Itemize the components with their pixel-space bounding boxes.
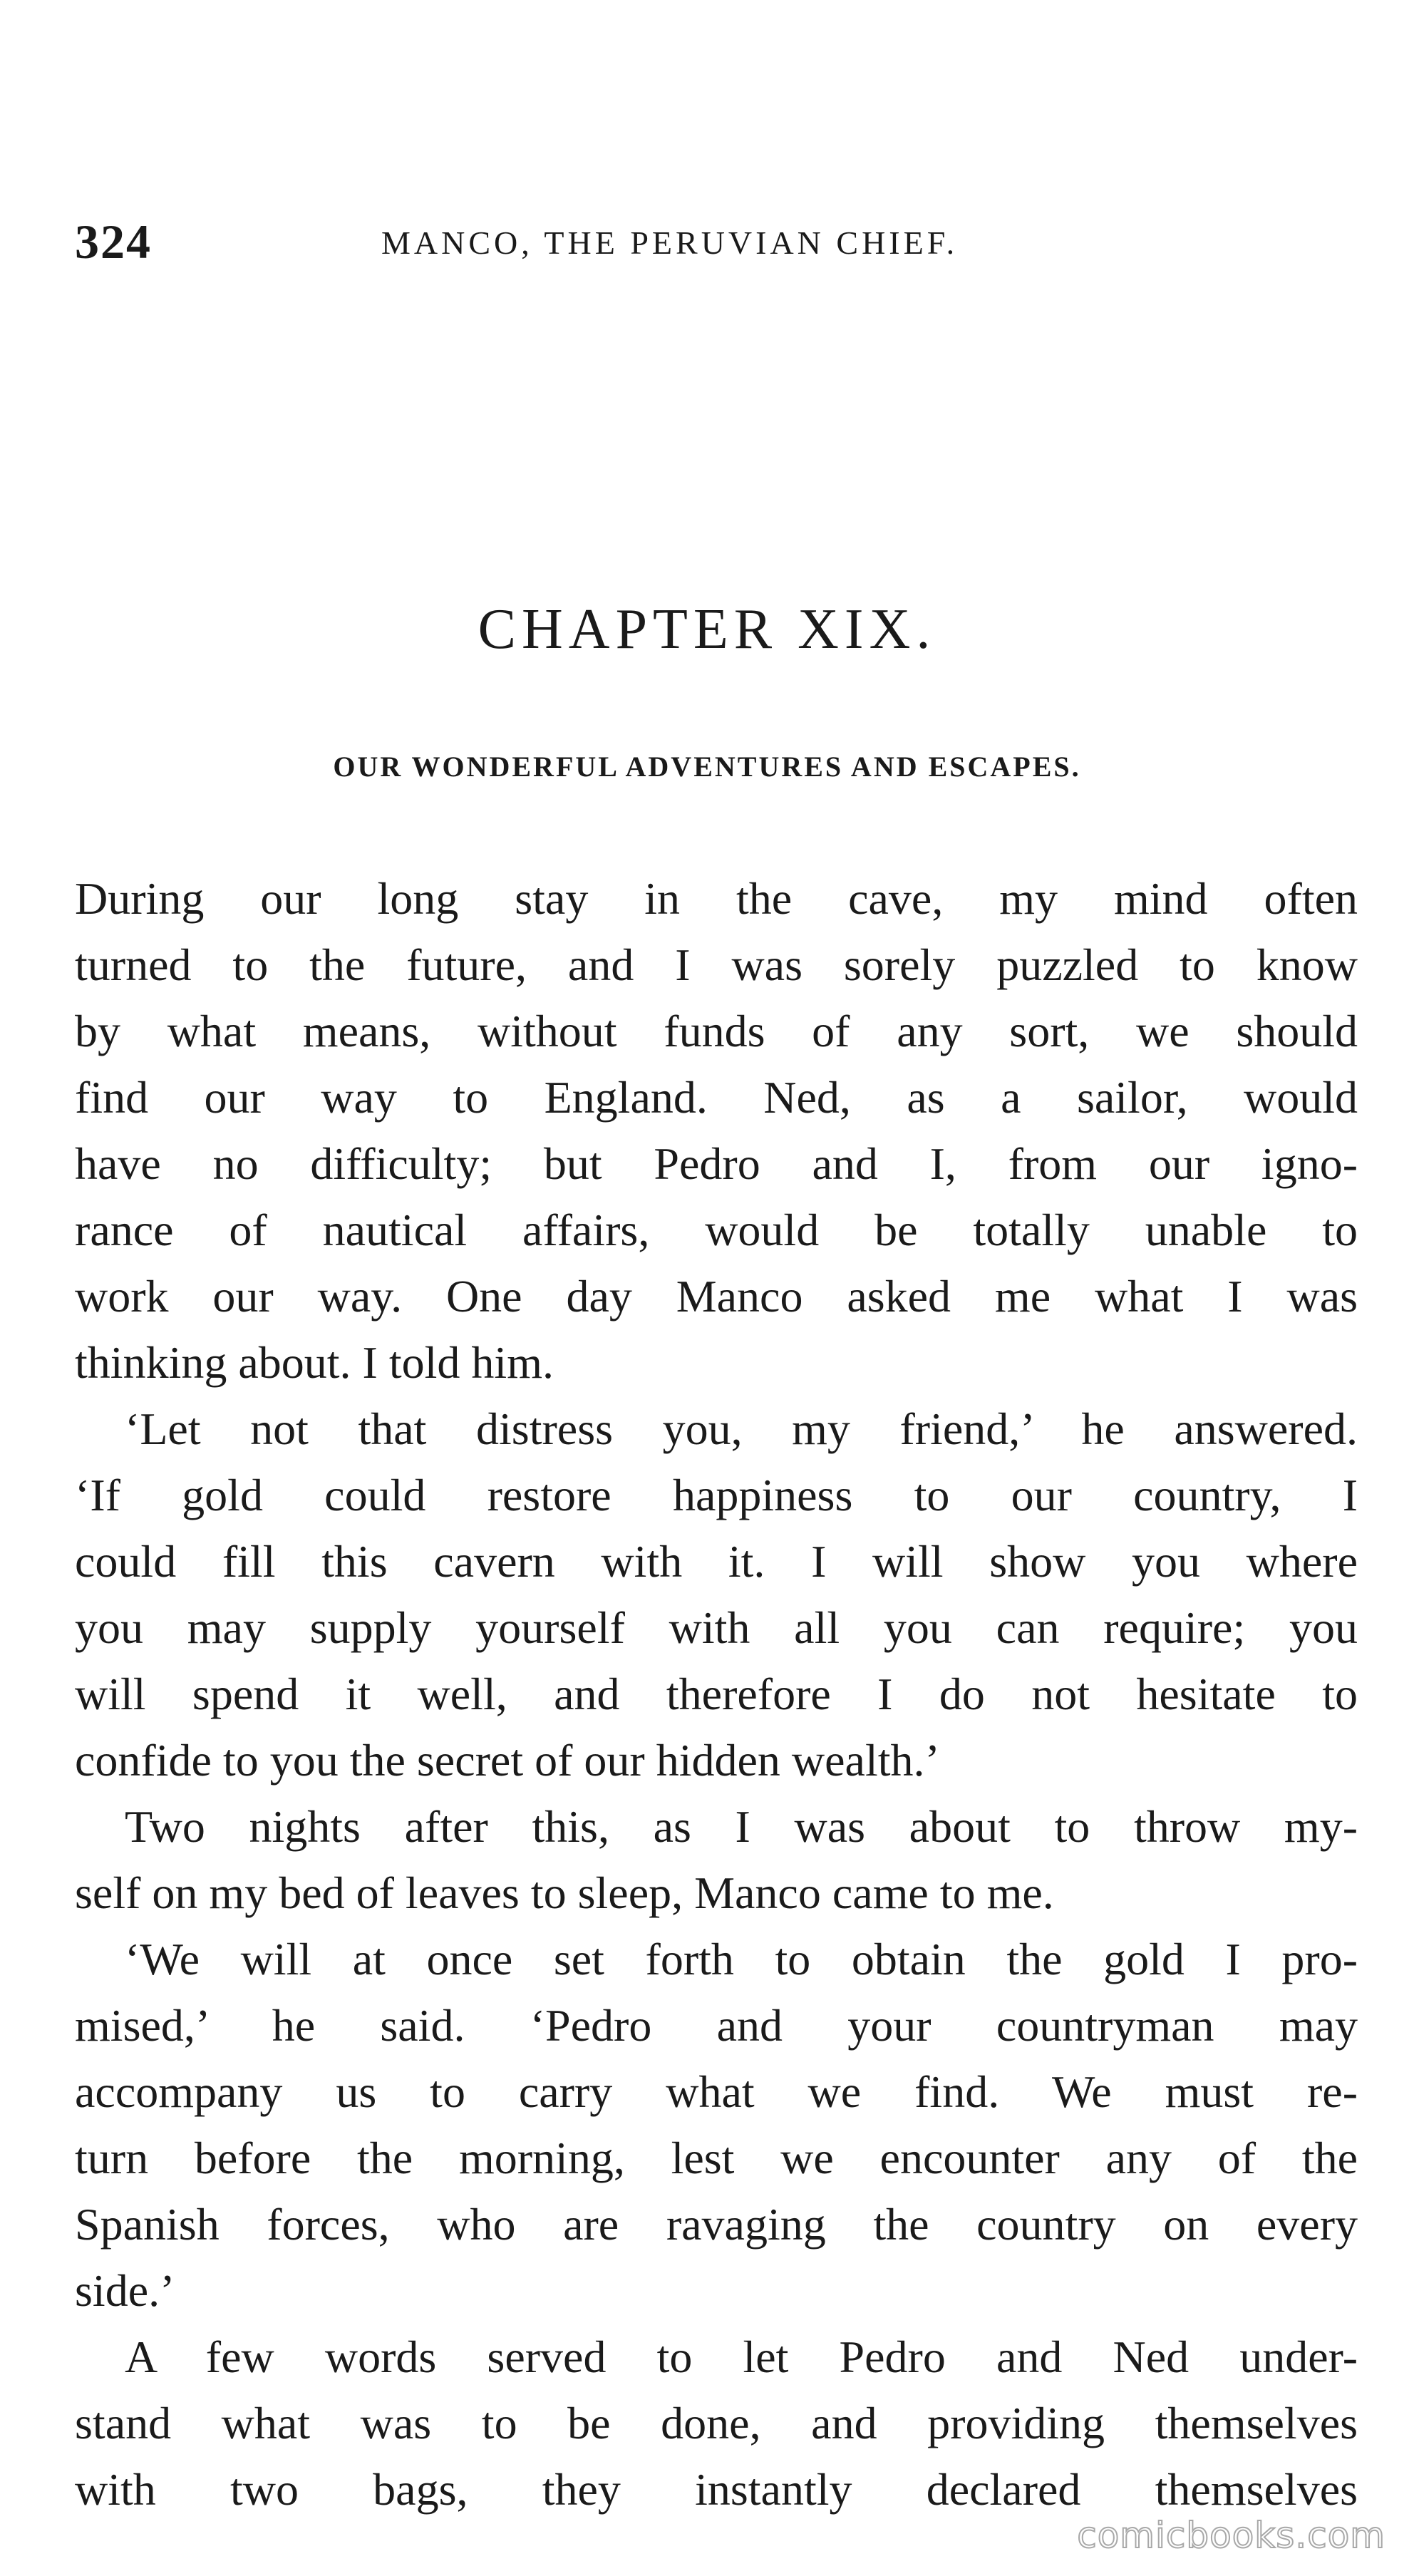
chapter-subtitle: OUR WONDERFUL ADVENTURES AND ESCAPES. [333,751,1081,783]
text-line: accompany us to carry what we find. We must re- [75,2066,1358,2117]
page-number: 324 [75,215,152,269]
text-line: confide to you the secret of our hidden wealth.’ [75,1735,940,1786]
text-line: Two nights after this, as I was about to throw my- [125,1801,1358,1852]
text-line: will spend it well, and therefore I do not hesitate to [75,1669,1358,1719]
text-line: have no difficulty; but Pedro and I, from our igno- [75,1138,1358,1189]
text-line: find our way to England. Ned, as a sailor, would [75,1072,1358,1123]
text-line: with two bags, they instantly declared themselves [75,2464,1358,2515]
text-line: thinking about. I told him. [75,1337,554,1388]
chapter-title: CHAPTER XIX. [478,598,936,661]
running-head [75,214,1358,271]
text-line: mised,’ he said. ‘Pedro and your countryman may [75,2000,1358,2051]
text-line: you may supply yourself with all you can require; you [75,1602,1358,1653]
text-line: rance of nautical affairs, would be totally unable to [75,1205,1358,1255]
text-line: by what means, without funds of any sort, we should [75,1006,1358,1056]
text-line: A few words served to let Pedro and Ned under- [125,2332,1358,2382]
text-line: ‘We will at once set forth to obtain the gold I pro- [125,1934,1358,1984]
text-line: self on my bed of leaves to sleep, Manco came to me. [75,1867,1054,1918]
body-text [75,865,1358,2523]
text-line: stand what was to be done, and providing themselves [75,2398,1358,2448]
text-line: could fill this cavern with it. I will show you where [75,1536,1358,1587]
text-line: ‘If gold could restore happiness to our country, I [75,1470,1358,1520]
text-line: turned to the future, and I was sorely puzzled to know [75,939,1358,990]
running-title: MANCO, THE PERUVIAN CHIEF. [381,225,959,261]
text-line: side.’ [75,2265,175,2316]
text-line: ‘Let not that distress you, my friend,’ he answered. [125,1403,1358,1454]
text-line: During our long stay in the cave, my mind often [75,873,1358,924]
watermark-logo: comicbooks.com [1077,2515,1385,2556]
text-line: work our way. One day Manco asked me what I was [75,1271,1358,1322]
text-line: turn before the morning, lest we encounter any of the [75,2133,1358,2183]
text-line: Spanish forces, who are ravaging the country on every [75,2199,1358,2250]
